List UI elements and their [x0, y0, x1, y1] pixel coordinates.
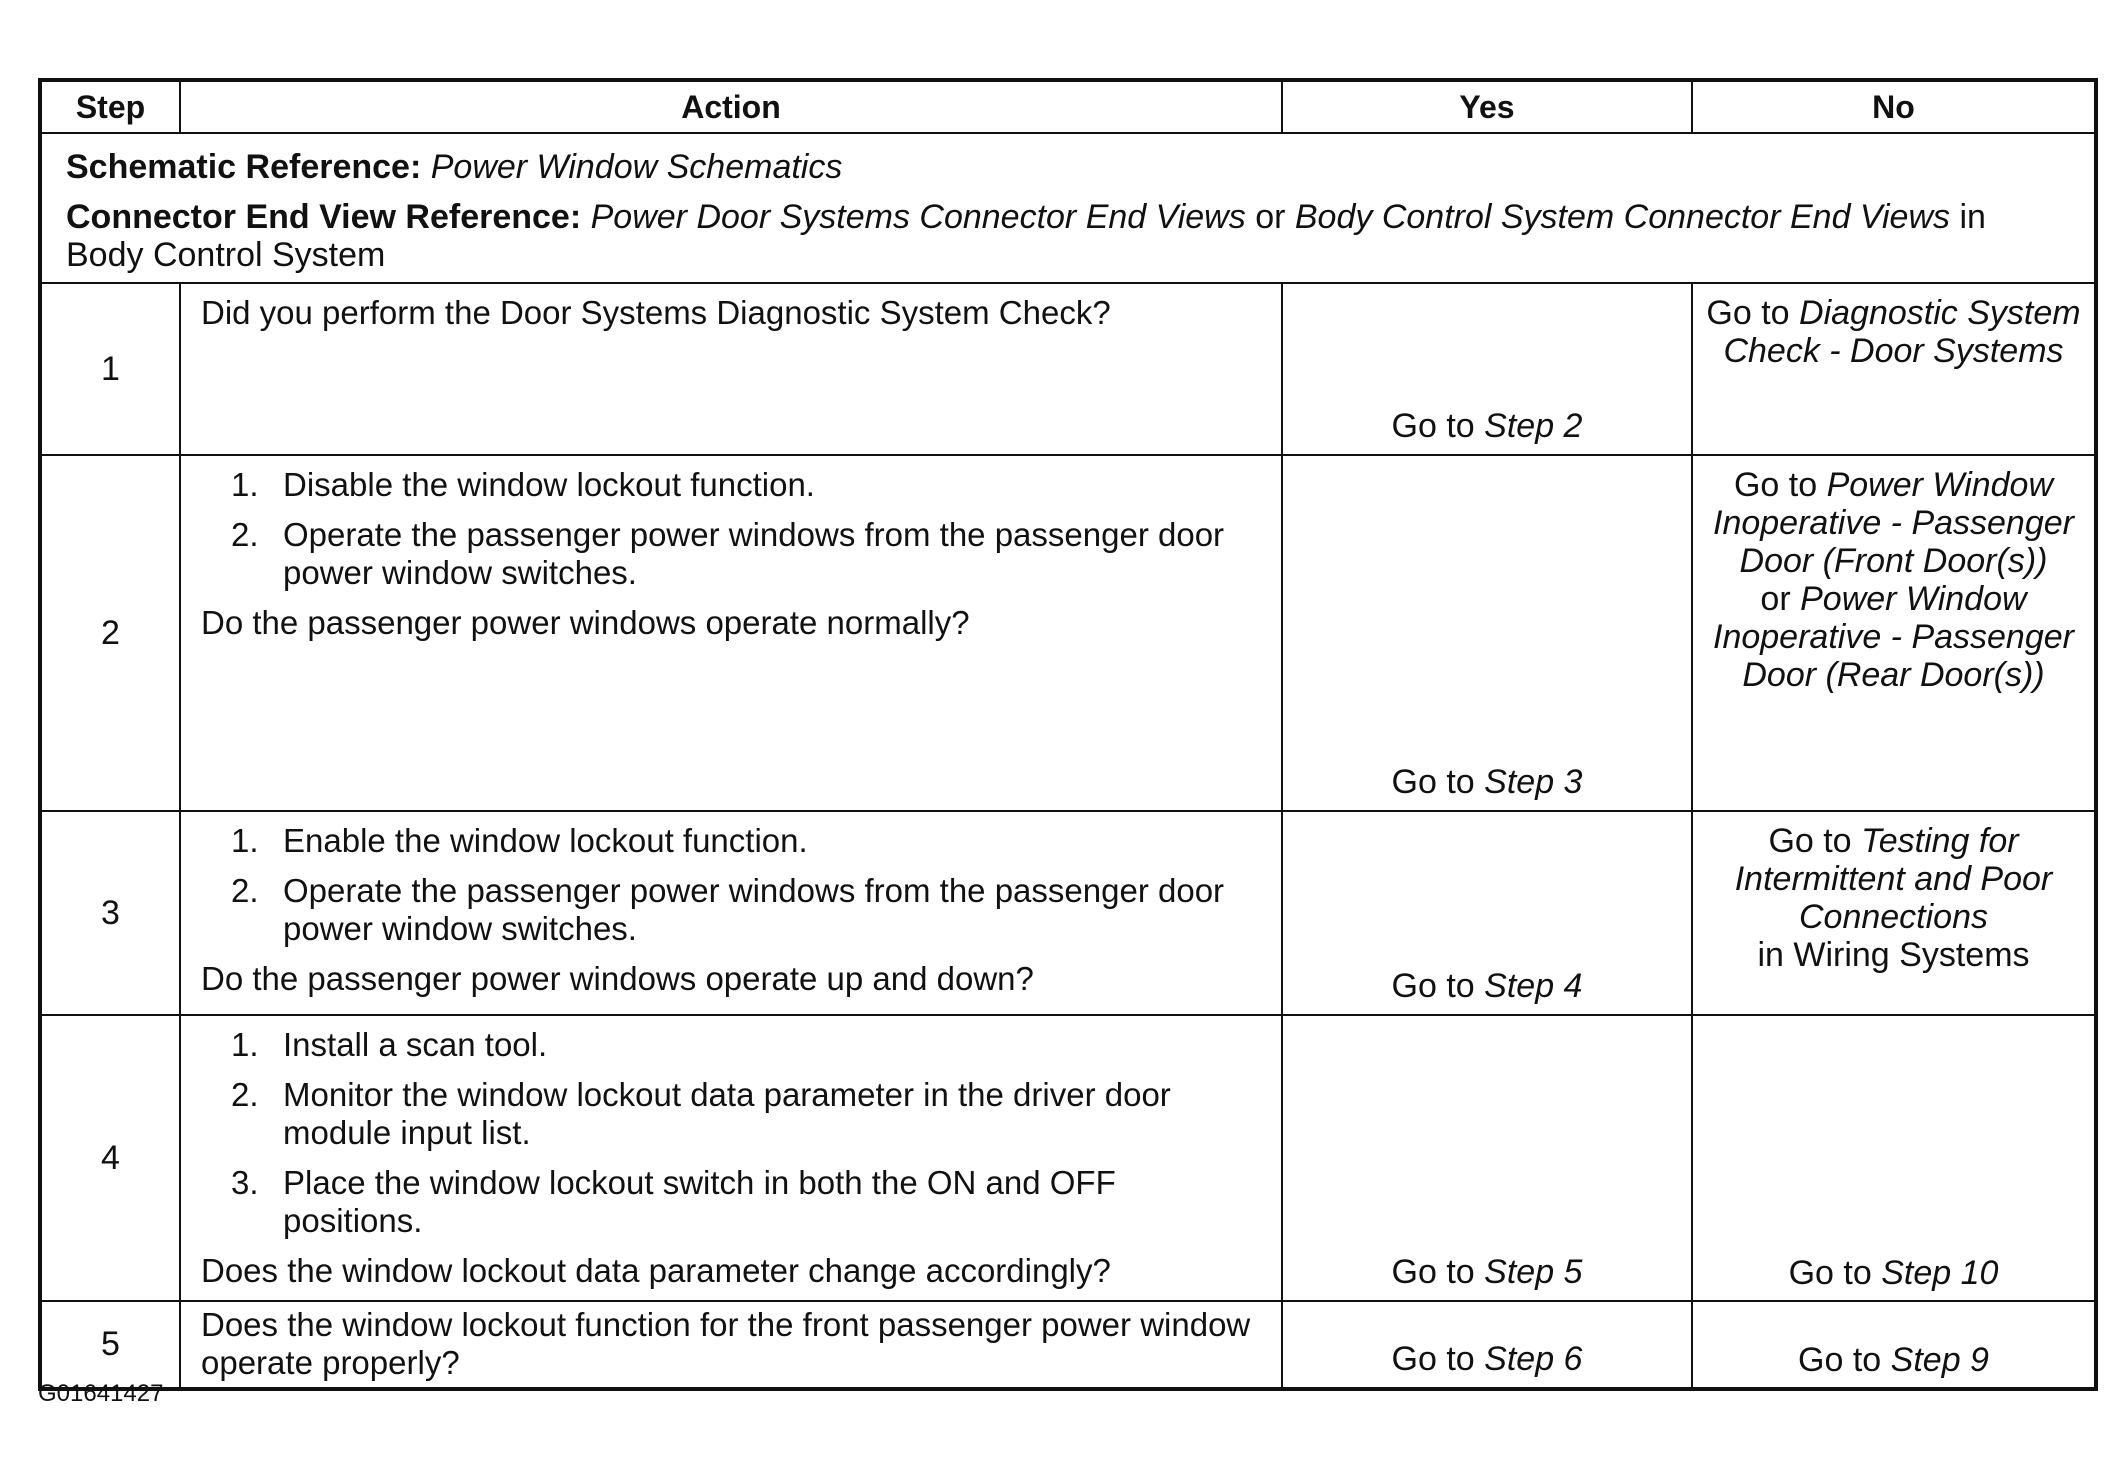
table-row	[40, 811, 2096, 1015]
header-action: Action	[180, 80, 1282, 133]
yes-cell	[1282, 1015, 1692, 1301]
yes-link[interactable]: Step 4	[1484, 967, 1583, 1005]
action-steps-list	[201, 466, 1261, 592]
no-link[interactable]: Step 10	[1881, 1254, 1999, 1292]
no-prefix: Go to	[1733, 466, 1818, 504]
diagnostic-table	[38, 78, 2098, 1391]
no-cell	[1692, 811, 2096, 1015]
list-item: 2. Operate the passenger power windows from the passenger door power window switches.	[231, 872, 1225, 947]
figure-id: G01641427	[38, 1380, 164, 1407]
header-row	[40, 80, 2096, 133]
schematic-reference-link[interactable]: Power Window Schematics	[430, 148, 843, 186]
action-question: Does the window lockout function for the front passenger power window operate properly?	[201, 1306, 1251, 1381]
action-steps-list	[201, 1026, 1261, 1240]
no-link[interactable]: Testing for Intermittent and Poor Connections	[1734, 822, 2053, 936]
connector-reference-link-2[interactable]: Body Control System Connector End Views	[1294, 198, 1951, 236]
list-item: 2. Monitor the window lockout data parameter in the driver door module input list.	[231, 1076, 1171, 1151]
no-cell	[1692, 1301, 2096, 1389]
no-cell	[1692, 455, 2096, 811]
list-item: 3. Place the window lockout switch in both the ON and OFF positions.	[231, 1164, 1116, 1239]
action-question: Do the passenger power windows operate normally?	[201, 604, 970, 641]
yes-cell	[1282, 1301, 1692, 1389]
yes-link[interactable]: Step 6	[1484, 1340, 1583, 1378]
action-cell	[180, 811, 1282, 1015]
yes-link[interactable]: Step 3	[1484, 763, 1583, 801]
yes-prefix: Go to	[1391, 967, 1475, 1005]
yes-prefix: Go to	[1391, 1253, 1475, 1291]
schematic-reference	[66, 148, 2070, 186]
yes-cell	[1282, 811, 1692, 1015]
connector-reference	[66, 198, 2070, 274]
yes-cell	[1282, 283, 1692, 455]
step-number: 5	[40, 1301, 180, 1389]
no-link[interactable]: Step 9	[1890, 1341, 1989, 1379]
list-item: 1. Disable the window lockout function.	[231, 466, 815, 503]
diagnostic-table-container	[38, 78, 2094, 1391]
yes-link[interactable]: Step 5	[1484, 1253, 1583, 1291]
no-suffix: in Wiring Systems	[1757, 936, 2030, 974]
header-no: No	[1692, 80, 2096, 133]
step-number: 1	[40, 283, 180, 455]
action-steps-list	[201, 822, 1261, 948]
no-link-2[interactable]: Power Window Inoperative - Passenger Door (Rear Door(s))	[1713, 580, 2074, 694]
no-prefix: Go to	[1706, 294, 1790, 332]
step-number: 3	[40, 811, 180, 1015]
connector-reference-link-1[interactable]: Power Door Systems Connector End Views	[590, 198, 1246, 236]
table-row	[40, 455, 2096, 811]
list-item: 1. Enable the window lockout function.	[231, 822, 808, 859]
action-cell	[180, 1015, 1282, 1301]
list-item: 1. Install a scan tool.	[231, 1026, 548, 1063]
no-cell	[1692, 283, 2096, 455]
yes-prefix: Go to	[1391, 407, 1475, 445]
step-number: 2	[40, 455, 180, 811]
reference-cell	[40, 133, 2096, 283]
action-question: Do the passenger power windows operate up and down?	[201, 960, 1034, 997]
table-row	[40, 283, 2096, 455]
action-cell	[180, 455, 1282, 811]
no-cell	[1692, 1015, 2096, 1301]
no-or: or	[1760, 580, 1791, 618]
connector-reference-or: or	[1255, 198, 1286, 236]
no-prefix: Go to	[1788, 1254, 1872, 1292]
no-link[interactable]: Power Window Inoperative - Passenger Door (Front Door(s))	[1713, 466, 2074, 580]
action-question: Does the window lockout data parameter change accordingly?	[201, 1252, 1111, 1289]
schematic-reference-label: Schematic Reference:	[66, 148, 422, 186]
connector-reference-label: Connector End View Reference:	[66, 198, 582, 236]
yes-link[interactable]: Step 2	[1484, 407, 1583, 445]
action-cell	[180, 283, 1282, 455]
table-row	[40, 1301, 2096, 1389]
header-yes: Yes	[1282, 80, 1692, 133]
no-prefix: Go to	[1798, 1341, 1882, 1379]
reference-row	[40, 133, 2096, 283]
action-cell	[180, 1301, 1282, 1389]
step-number: 4	[40, 1015, 180, 1301]
table-row	[40, 1015, 2096, 1301]
action-question: Did you perform the Door Systems Diagnostic System Check?	[201, 294, 1111, 331]
list-item: 2. Operate the passenger power windows from the passenger door power window switches.	[231, 516, 1225, 591]
yes-prefix: Go to	[1391, 763, 1475, 801]
no-link[interactable]: Diagnostic System Check - Door Systems	[1723, 294, 2081, 370]
connector-reference-suffix: in Body Control System	[66, 198, 1986, 274]
yes-prefix: Go to	[1391, 1340, 1475, 1378]
yes-cell	[1282, 455, 1692, 811]
header-step: Step	[40, 80, 180, 133]
no-prefix: Go to	[1768, 822, 1852, 860]
